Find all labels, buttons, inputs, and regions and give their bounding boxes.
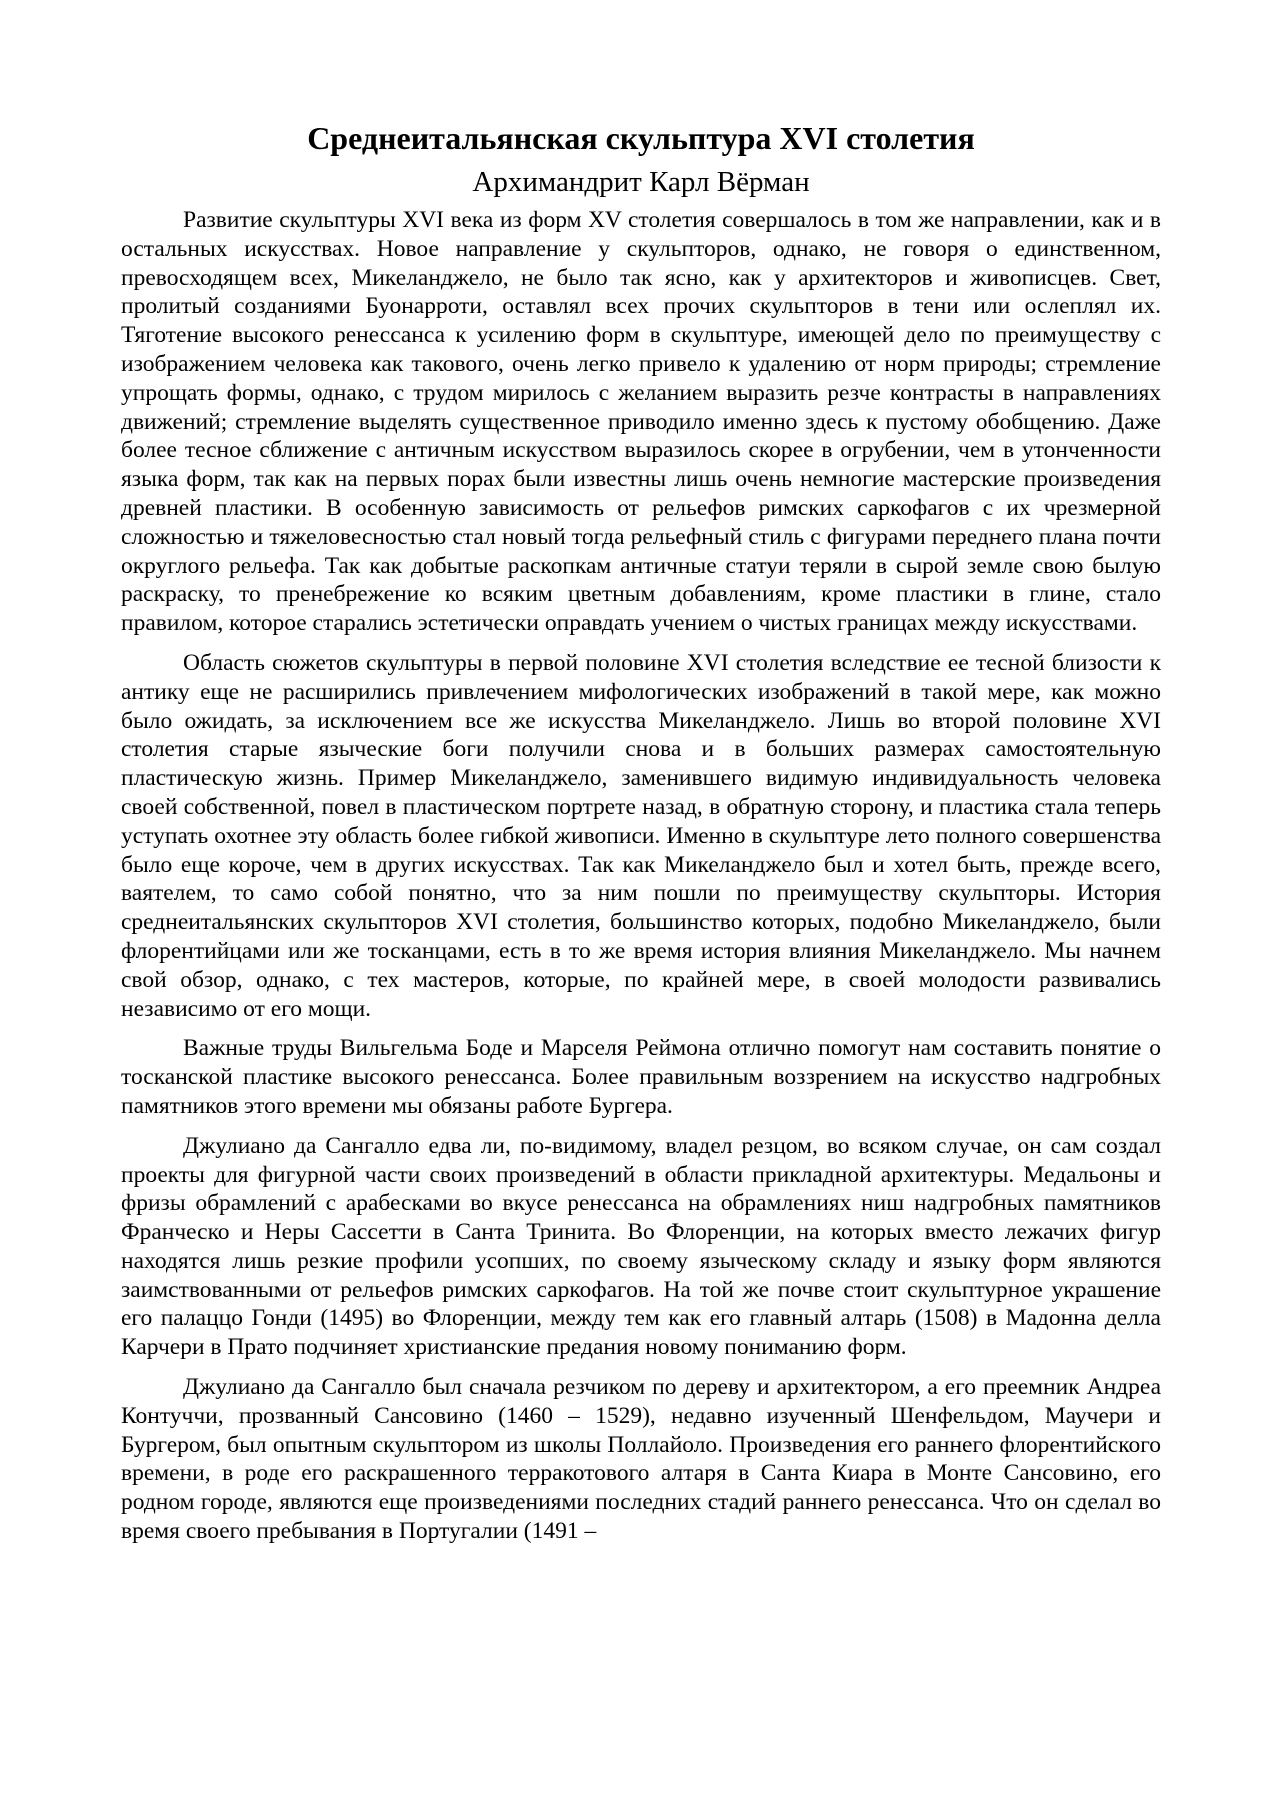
document-page (121, 118, 1161, 1557)
document-title: Среднеитальянская скульптура XVI столетия (307, 120, 975, 156)
paragraph-1: Развитие скульптуры XVI века из форм XV столетия совершалось в том же направлении, как и в остальных искусствах. Новое направление у скульпторов, однако, не говоря о единственном, превосходящем всех, Микеланджело, не было так ясно, как у архитекторов и живописцев. Свет, пролитый созданиями Буонарроти, оставлял всех прочих скульпторов в тени или ослеплял их. Тяготение высокого ренессанса к усилению форм в скульптуре, имеющей дело по преимуществу с изображением человека как такового, очень легко привело к удалению от норм природы; стремление упрощать формы, однако, с трудом мирилось с желанием выразить резче контрасты в направлениях движений; стремление выделять существенное приводило именно здесь к пустому обобщению. Даже более тесное сближение с античным искусством выразилось скорее в огрубении, чем в утонченности языка форм, так как на первых порах были известны лишь очень немногие мастерские произведения древней пластики. В особенную зависимость от рельефов римских саркофагов с их чрезмерной сложностью и тяжеловесностью стал новый тогда рельефный стиль с фигурами переднего плана почти округлого рельефа. Так как добытые раскопкам античные статуи теряли в сырой земле свою былую раскраску, то пренебрежение ко всяким цветным добавлениям, кроме пластики в глине, стало правилом, которое старались эстетически оправдать учением о чистых границах между искусствами. (121, 207, 1161, 637)
paragraph-4: Джулиано да Сангалло едва ли, по-видимому, владел резцом, во всяком случае, он сам создал проекты для фигурной части своих произведений в области прикладной архитектуры. Медальоны и фризы обрамлений с арабесками во вкусе ренессанса на обрамлениях ниш надгробных памятников Франческо и Неры Сассетти в Санта Тринита. Во Флоренции, на которых вместо лежачих фигур находятся лишь резкие профили усопших, по своему языческому складу и языку форм являются заимствованными от рельефов римских саркофагов. На той же почве стоит скульптурное украшение его палаццо Гонди (1495) во Флоренции, между тем как его главный алтарь (1508) в Мадонна делла Карчери в Прато подчиняет христианские предания новому пониманию форм. (121, 1132, 1161, 1361)
paragraph-3: Важные труды Вильгельма Боде и Марселя Реймона отлично помогут нам составить понятие о тосканской пластике высокого ренессанса. Более правильным воззрением на искусство надгробных памятников этого времени мы обязаны работе Бургера. (121, 1035, 1161, 1119)
paragraph-2: Область сюжетов скульптуры в первой половине XVI столетия вследствие ее тесной близости к антику еще не расширились привлечением мифологических изображений в такой мере, как можно было ожидать, за исключением все же искусства Микеланджело. Лишь во второй половине XVI столетия старые языческие боги получили снова и в больших размерах самостоятельную пластическую жизнь. Пример Микеланджело, заменившего видимую индивидуальность человека своей собственной, повел в пластическом портрете назад, в обратную сторону, и пластика стала теперь уступать охотнее эту область более гибкой живописи. Именно в скульптуре лето полного совершенства было еще короче, чем в других искусствах. Так как Микеланджело был и хотел быть, прежде всего, ваятелем, то само собой понятно, что за ним пошли по преимуществу скульпторы. История среднеитальянских скульпторов XVI столетия, большинство которых, подобно Микеланджело, были флорентийцами или же тосканцами, есть в то же время история влияния Микеланджело. Мы начнем свой обзор, однако, с тех мастеров, которые, по крайней мере, в своей молодости развивались независимо от его мощи. (121, 649, 1161, 1022)
document-author: Архимандрит Карл Вёрман (472, 166, 810, 198)
paragraph-5: Джулиано да Сангалло был сначала резчиком по дереву и архитектором, а его преемник Андреа Контуччи, прозванный Сансовино (1460 – 1529), недавно изученный Шенфельдом, Маучери и Бургером, был опытным скульптором из школы Поллайоло. Произведения его раннего флорентийского времени, в роде его раскрашенного терракотового алтаря в Санта Киара в Монте Сансовино, его родном городе, являются еще произведениями последних стадий раннего ренессанса. Что он сделал во время своего пребывания в Португалии (1491 – (121, 1374, 1161, 1545)
